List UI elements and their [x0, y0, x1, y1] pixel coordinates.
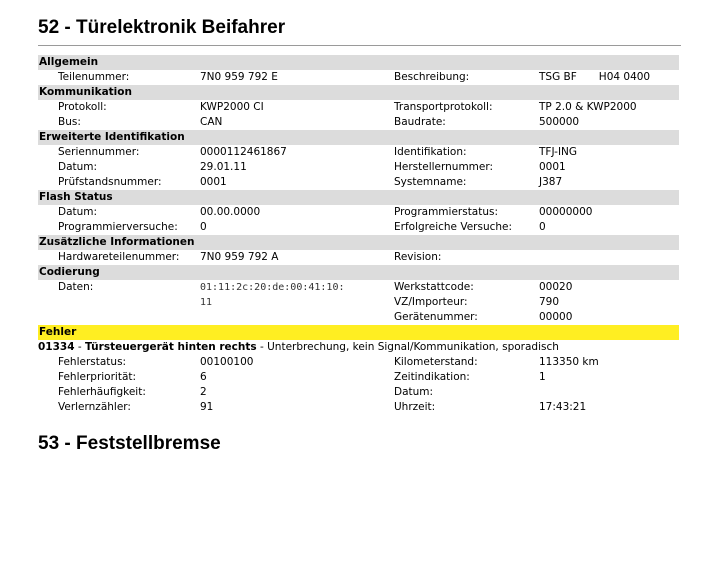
table-row	[38, 355, 679, 370]
uhrzeit-label: Uhrzeit:	[394, 401, 436, 413]
table-row	[38, 310, 679, 325]
fehlerstatus-value: 00100100	[200, 356, 254, 368]
revision-value	[539, 250, 679, 265]
table-row	[38, 205, 679, 220]
section-header-label: Kommunikation	[38, 85, 679, 100]
uhrzeit-value: 17:43:21	[539, 401, 587, 413]
section-header-label: Zusätzliche Informationen	[38, 235, 679, 250]
daten-value-line-2: 11	[200, 297, 213, 308]
geraetenummer-value: 00000	[539, 311, 573, 323]
fehlerprioritaet-label: Fehlerpriorität:	[58, 371, 137, 383]
baudrate-label: Baudrate:	[394, 116, 446, 128]
fehlerprioritaet-value: 6	[200, 371, 207, 383]
beschreibung-value-a: TSG BF	[539, 71, 577, 83]
daten-label: Daten:	[58, 281, 94, 293]
fehler-datum-value	[539, 385, 679, 400]
hardwareteilenummer-label: Hardwareteilenummer:	[58, 251, 180, 263]
systemname-label: Systemname:	[394, 176, 467, 188]
flash-datum-label: Datum:	[58, 206, 98, 218]
fault-component: Türsteuergerät hinten rechts	[85, 341, 257, 353]
fault-summary-row	[38, 340, 679, 355]
section-header-codierung	[38, 265, 679, 280]
revision-label: Revision:	[394, 251, 442, 263]
fault-summary	[38, 340, 679, 355]
table-row	[38, 370, 679, 385]
systemname-value: J387	[539, 176, 563, 188]
table-row	[38, 70, 679, 85]
section-header-kommunikation	[38, 85, 679, 100]
werkstattcode-label: Werkstattcode:	[394, 281, 474, 293]
protokoll-label: Protokoll:	[58, 101, 107, 113]
datum-value: 29.01.11	[200, 161, 247, 173]
baudrate-value: 500000	[539, 116, 580, 128]
teilenummer-label: Teilenummer:	[58, 71, 130, 83]
identifikation-label: Identifikation:	[394, 146, 467, 158]
table-row	[38, 280, 679, 295]
section-header-label: Fehler	[38, 325, 679, 340]
table-row	[38, 295, 679, 310]
table-row	[38, 220, 679, 235]
zeitindikation-label: Zeitindikation:	[394, 371, 470, 383]
verlernzaehler-label: Verlernzähler:	[58, 401, 131, 413]
programmierstatus-value: 00000000	[539, 206, 593, 218]
table-row	[38, 250, 679, 265]
module-title: 52 - Türelektronik Beifahrer	[38, 17, 286, 38]
kilometerstand-value: 113350 km	[539, 356, 599, 368]
module-details-table	[38, 55, 679, 415]
pruefstandsnummer-label: Prüfstandsnummer:	[58, 176, 162, 188]
section-header-flash-status	[38, 190, 679, 205]
section-header-label: Erweiterte Identifikation	[38, 130, 679, 145]
fehlerstatus-label: Fehlerstatus:	[58, 356, 127, 368]
protokoll-value: KWP2000 CI	[200, 101, 264, 113]
section-header-fehler	[38, 325, 679, 340]
table-row	[38, 100, 679, 115]
seriennummer-label: Seriennummer:	[58, 146, 140, 158]
herstellernummer-label: Herstellernummer:	[394, 161, 494, 173]
fault-description: - Unterbrechung, kein Signal/Kommunikation, sporadisch	[256, 341, 559, 353]
fehlerhaeufigkeit-label: Fehlerhäufigkeit:	[58, 386, 146, 398]
geraetenummer-label: Gerätenummer:	[394, 311, 478, 323]
table-row	[38, 115, 679, 130]
zeitindikation-value: 1	[539, 371, 546, 383]
section-header-zusaetzliche-informationen	[38, 235, 679, 250]
section-header-erweiterte-identifikation	[38, 130, 679, 145]
pruefstandsnummer-value: 0001	[200, 176, 227, 188]
table-row	[38, 385, 679, 400]
beschreibung-label: Beschreibung:	[394, 71, 470, 83]
programmierversuche-value: 0	[200, 221, 207, 233]
transportprotokoll-value: TP 2.0 & KWP2000	[539, 101, 637, 113]
bus-label: Bus:	[58, 116, 81, 128]
fehlerhaeufigkeit-value: 2	[200, 386, 207, 398]
beschreibung-value-b: H04 0400	[598, 71, 651, 83]
fault-separator: -	[74, 341, 85, 353]
herstellernummer-value: 0001	[539, 161, 566, 173]
title-divider	[38, 45, 681, 46]
table-row	[38, 400, 679, 415]
table-row	[38, 175, 679, 190]
bus-value: CAN	[200, 116, 223, 128]
table-row	[38, 160, 679, 175]
daten-value-line-1: 01:11:2c:20:de:00:41:10:	[200, 282, 345, 293]
erfolgreiche-versuche-value: 0	[539, 221, 546, 233]
section-header-label: Codierung	[38, 265, 679, 280]
flash-datum-value: 00.00.0000	[200, 206, 261, 218]
fault-code: 01334	[38, 341, 75, 353]
module-title: 53 - Feststellbremse	[38, 433, 221, 454]
beschreibung-value	[539, 70, 679, 85]
fehler-datum-label: Datum:	[394, 386, 434, 398]
vz-importeur-label: VZ/Importeur:	[394, 296, 468, 308]
seriennummer-value: 0000112461867	[200, 146, 287, 158]
section-header-label: Allgemein	[38, 55, 679, 70]
werkstattcode-value: 00020	[539, 281, 573, 293]
programmierstatus-label: Programmierstatus:	[394, 206, 499, 218]
section-header-label: Flash Status	[38, 190, 679, 205]
erfolgreiche-versuche-label: Erfolgreiche Versuche:	[394, 221, 513, 233]
teilenummer-value: 7N0 959 792 E	[200, 71, 278, 83]
programmierversuche-label: Programmierversuche:	[58, 221, 178, 233]
transportprotokoll-label: Transportprotokoll:	[394, 101, 493, 113]
kilometerstand-label: Kilometerstand:	[394, 356, 478, 368]
vz-importeur-value: 790	[539, 296, 560, 308]
hardwareteilenummer-value: 7N0 959 792 A	[200, 251, 279, 263]
identifikation-value: TFJ-ING	[539, 146, 578, 158]
table-row	[38, 145, 679, 160]
section-header-allgemein	[38, 55, 679, 70]
verlernzaehler-value: 91	[200, 401, 214, 413]
datum-label: Datum:	[58, 161, 98, 173]
